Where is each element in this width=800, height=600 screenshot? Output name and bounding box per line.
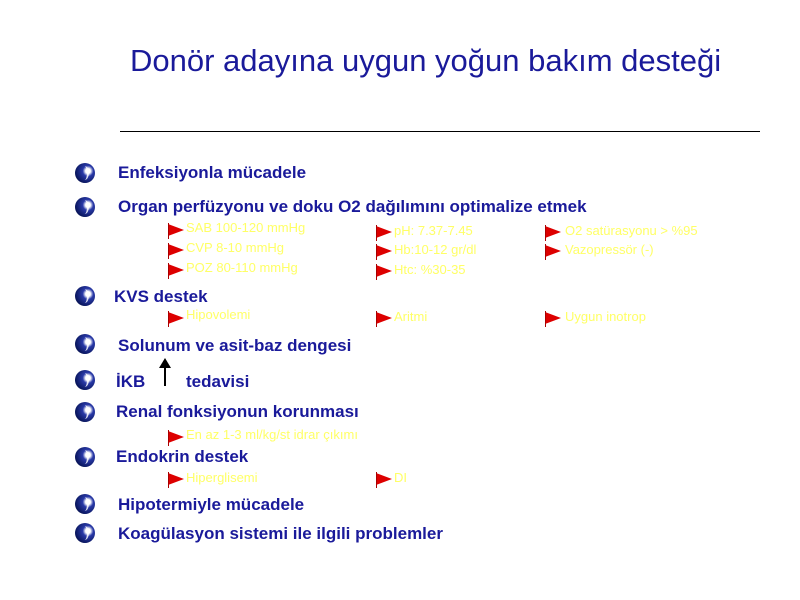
flag-icon <box>168 224 184 236</box>
flag-icon <box>545 245 561 257</box>
subitem-aritmi: Aritmi <box>394 309 428 324</box>
subitem-o2: O2 satürasyonu > %95 <box>565 223 698 238</box>
item-renal: Renal fonksiyonun korunması <box>116 402 359 421</box>
flag-icon <box>168 244 184 256</box>
flag-icon <box>376 226 392 238</box>
bullet-icon <box>75 197 95 217</box>
subitem-sab: SAB 100-120 mmHg <box>186 220 306 235</box>
subitem-cvp: CVP 8-10 mmHg <box>186 240 285 255</box>
subitem-hiperglisemi: Hiperglisemi <box>186 470 258 485</box>
item-enfeksiyon: Enfeksiyonla mücadele <box>118 163 307 182</box>
flag-icon <box>168 431 184 443</box>
item-ikb-tedavisi: tedavisi <box>186 372 250 391</box>
subitem-idrar: En az 1-3 ml/kg/st idrar çıkımı <box>186 427 358 442</box>
subitem-hipovolemi: Hipovolemi <box>186 307 251 322</box>
bullet-icon <box>75 286 95 306</box>
subitem-hb: Hb:10-12 gr/dl <box>394 242 477 257</box>
item-koagulasyon: Koagülasyon sistemi ile ilgili problemler <box>118 524 443 543</box>
item-ikb: İKB <box>116 372 146 391</box>
item-endokrin: Endokrin destek <box>116 447 249 466</box>
flag-icon <box>168 312 184 324</box>
flag-icon <box>376 265 392 277</box>
item-organ-perfuzyonu: Organ perfüzyonu ve doku O2 dağılımını optimalize etmek <box>118 197 587 216</box>
flag-icon <box>545 312 561 324</box>
item-hipotermi: Hipotermiyle mücadele <box>118 495 305 514</box>
bullet-icon <box>75 402 95 422</box>
item-solunum: Solunum ve asit-baz dengesi <box>118 336 352 355</box>
bullet-icon <box>75 334 95 354</box>
subitem-di: DI <box>394 470 407 485</box>
bullet-icon <box>75 447 95 467</box>
subitem-inotrop: Uygun inotrop <box>565 309 646 324</box>
flag-icon <box>376 312 392 324</box>
bullet-icon <box>75 370 95 390</box>
flag-icon <box>545 226 561 238</box>
subitem-htc: Htc: %30-35 <box>394 262 466 277</box>
subitem-vazopressor: Vazopressör (-) <box>565 242 654 257</box>
bullet-icon <box>75 163 95 183</box>
item-kvs-destek: KVS destek <box>114 287 208 306</box>
arrow-up-icon <box>164 366 166 386</box>
bullet-icon <box>75 523 95 543</box>
flag-icon <box>376 473 392 485</box>
subitem-poz: POZ 80-110 mmHg <box>186 260 298 275</box>
slide-title: Donör adayına uygun yoğun bakım desteği <box>130 43 722 78</box>
subitem-ph: pH: 7.37-7.45 <box>394 223 473 238</box>
title-divider <box>120 131 760 132</box>
bullet-icon <box>75 494 95 514</box>
flag-icon <box>376 245 392 257</box>
flag-icon <box>168 264 184 276</box>
flag-icon <box>168 473 184 485</box>
